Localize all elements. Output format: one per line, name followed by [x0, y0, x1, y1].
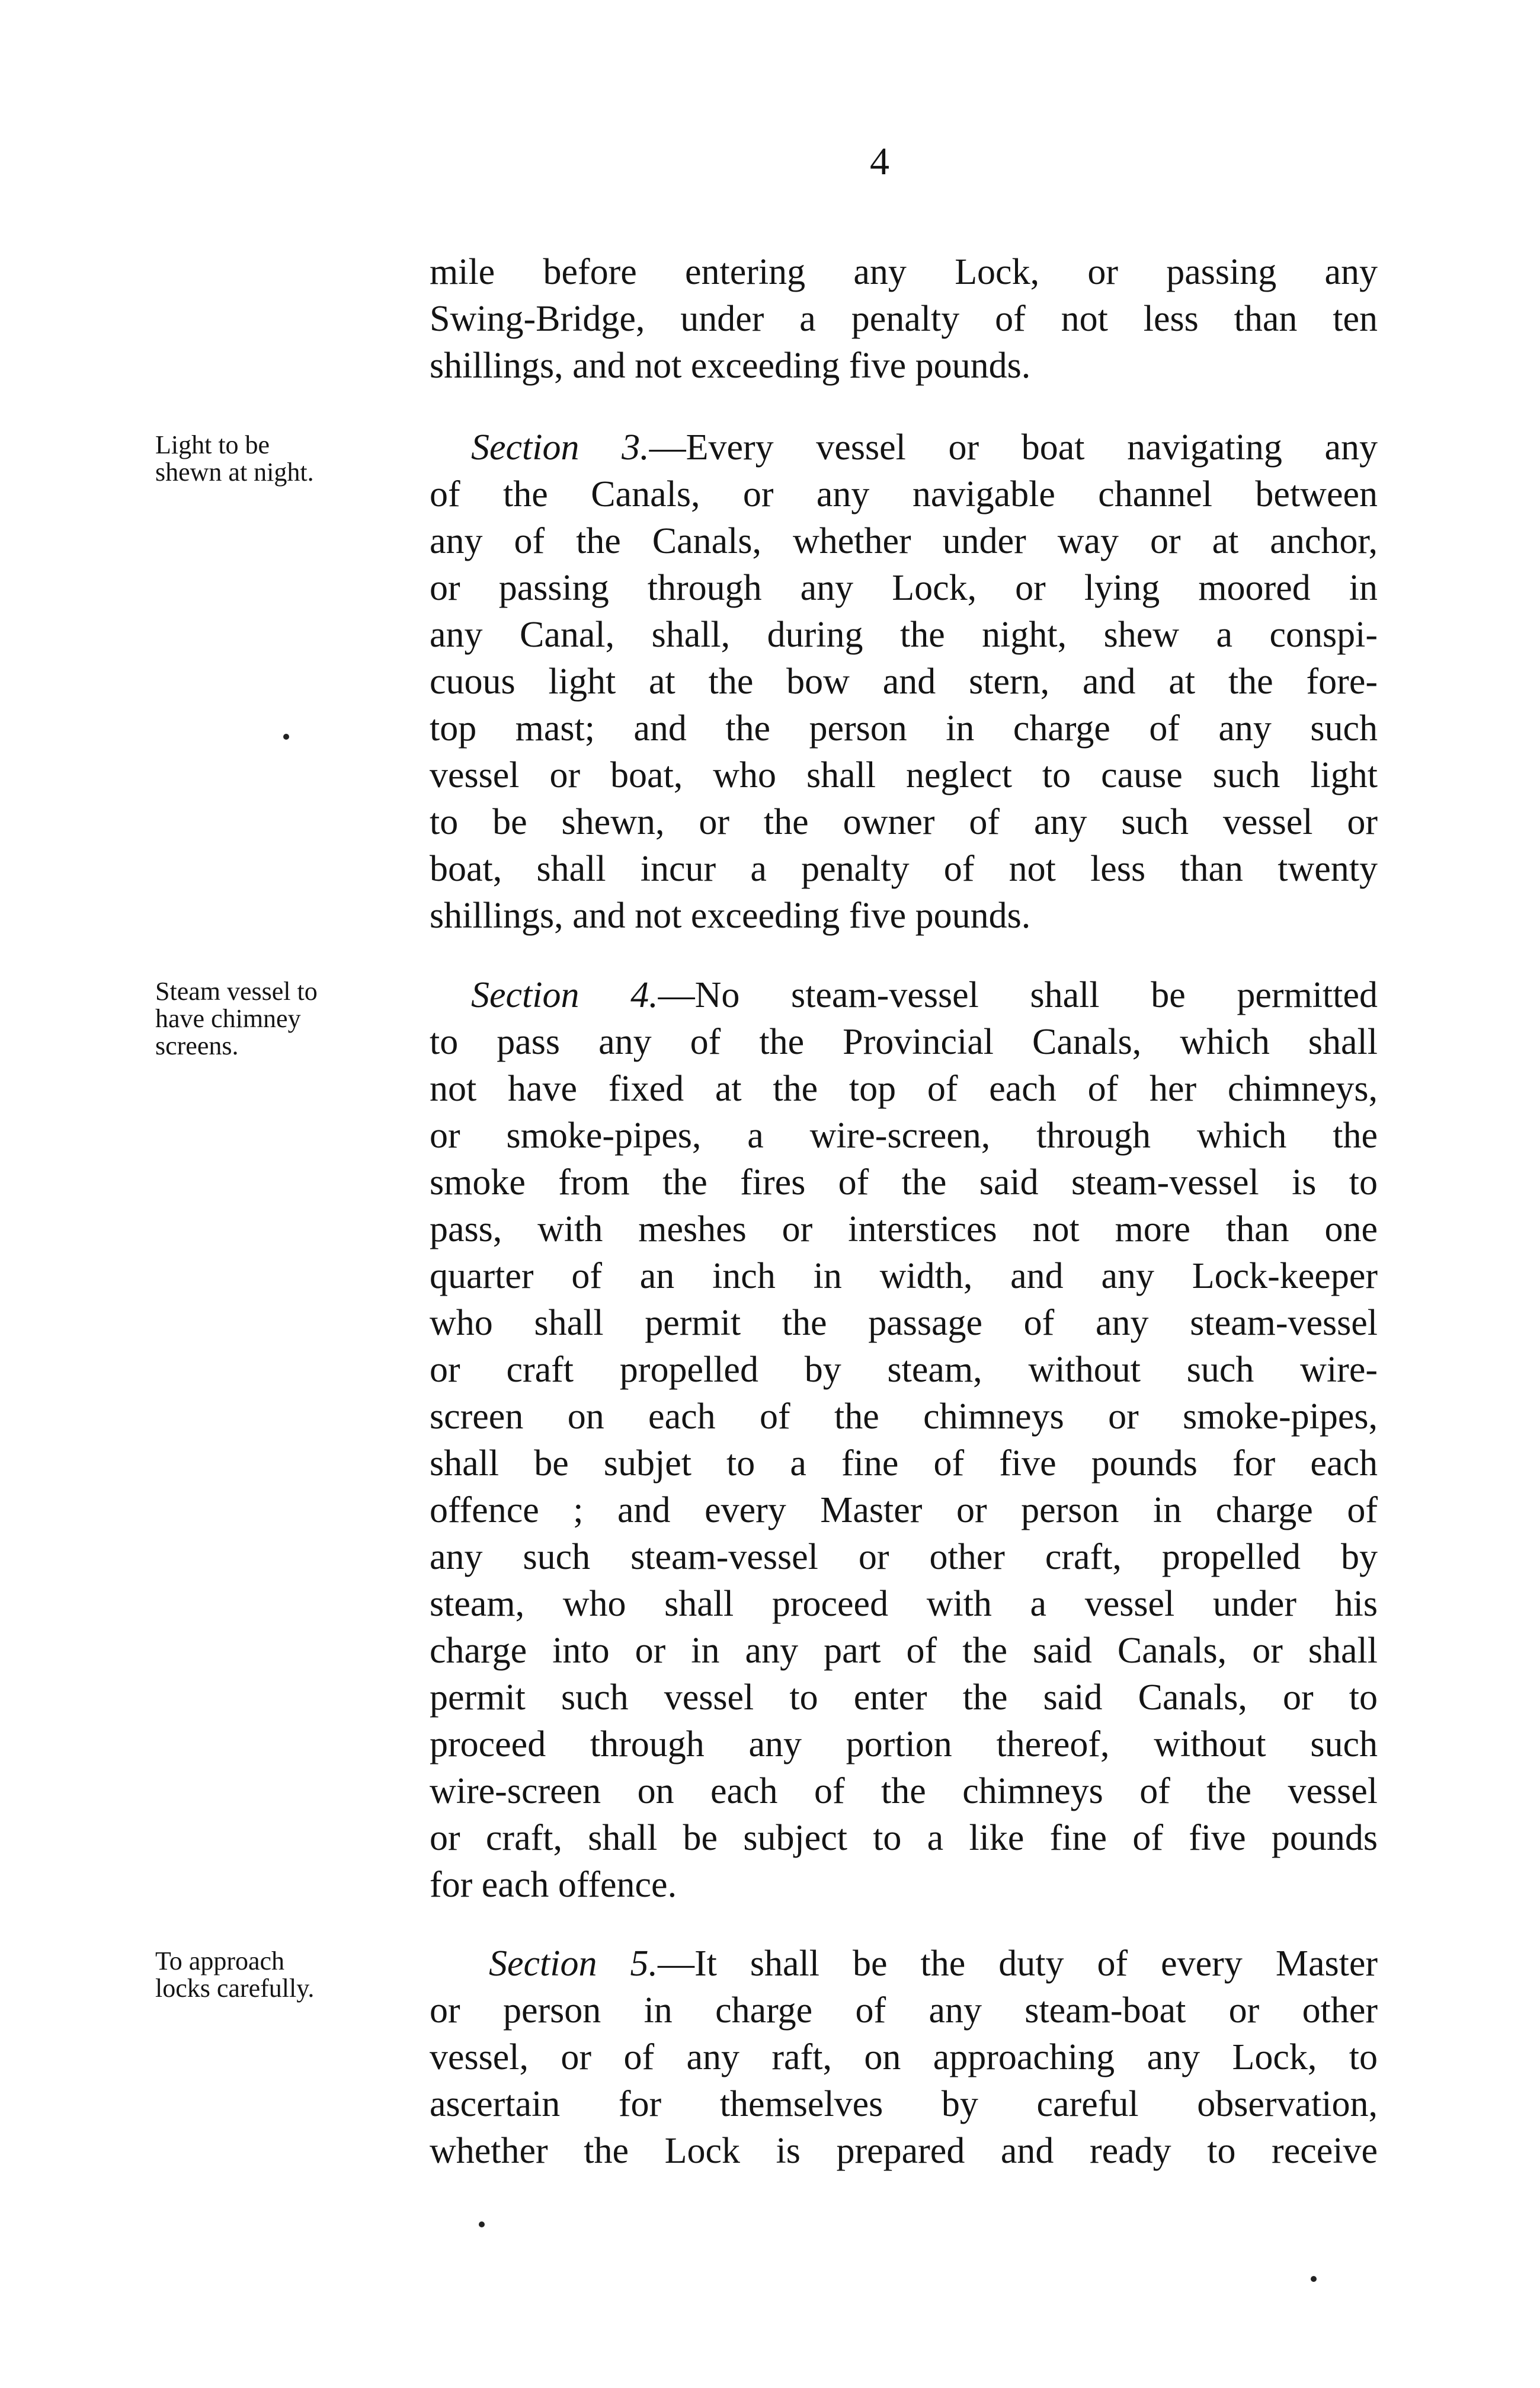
text-line: cuous light at the bow and stern, and at the fore-: [430, 661, 1378, 702]
text-line: ascertain for themselves by careful observation,: [430, 2084, 1378, 2124]
text-line: Section 4.—No steam-vessel shall be permitted: [471, 975, 1378, 1015]
text-line: any of the Canals, whether under way or at anchor,: [430, 521, 1378, 561]
margin-note-line: Light to be: [155, 430, 270, 459]
section-5-paragraph: [430, 1941, 1378, 2175]
text-line: vessel, or of any raft, on approaching any Lock, to: [430, 2037, 1378, 2077]
text-line: any Canal, shall, during the night, shew a conspi-: [430, 615, 1378, 655]
section-label: Section 4.: [471, 975, 658, 1015]
margin-note-line: Steam vessel to: [155, 977, 318, 1006]
text-line: or smoke-pipes, a wire-screen, through which the: [430, 1115, 1378, 1156]
section-label: Section 3.: [471, 427, 649, 468]
text-line: or person in charge of any steam-boat or other: [430, 1990, 1378, 2031]
text-line: any such steam-vessel or other craft, propelled by: [430, 1537, 1378, 1577]
text-line: or craft propelled by steam, without such wire-: [430, 1350, 1378, 1390]
text-line: mile before entering any Lock, or passing any: [430, 252, 1378, 292]
text-line: to be shewn, or the owner of any such vessel or: [430, 802, 1378, 842]
text-line: shall be subjet to a fine of five pounds for each: [430, 1443, 1378, 1484]
text-line: permit such vessel to enter the said Canals, or to: [430, 1677, 1378, 1718]
section-4-paragraph: [430, 972, 1378, 1909]
margin-note-line: To approach: [155, 1946, 285, 1975]
text-line: for each offence.: [430, 1865, 677, 1905]
text-line: or passing through any Lock, or lying moored in: [430, 568, 1378, 608]
text-line: Section 3.—Every vessel or boat navigating any: [471, 427, 1378, 468]
text-line: smoke from the fires of the said steam-vessel is to: [430, 1162, 1378, 1203]
text-line: shillings, and not exceeding five pounds.: [430, 896, 1031, 936]
section-label: Section 5.: [489, 1943, 658, 1984]
ink-speck: [283, 734, 289, 740]
text-line: shillings, and not exceeding five pounds.: [430, 346, 1031, 386]
text-line: proceed through any portion thereof, without such: [430, 1724, 1378, 1764]
continuation-paragraph: [430, 249, 1378, 389]
text-line: who shall permit the passage of any steam-vessel: [430, 1303, 1378, 1343]
text-line: not have fixed at the top of each of her chimneys,: [430, 1069, 1378, 1109]
text-line: charge into or in any part of the said Canals, or shall: [430, 1631, 1378, 1671]
text-line: to pass any of the Provincial Canals, which shall: [430, 1022, 1378, 1062]
margin-note-line: have chimney: [155, 1004, 301, 1033]
text-line: boat, shall incur a penalty of not less than twenty: [430, 849, 1378, 889]
text-line: top mast; and the person in charge of any such: [430, 708, 1378, 749]
section-3-paragraph: [430, 424, 1378, 939]
margin-note-line: screens.: [155, 1031, 239, 1060]
text-line: steam, who shall proceed with a vessel under his: [430, 1584, 1378, 1624]
text-line: Swing-Bridge, under a penalty of not less than ten: [430, 299, 1378, 339]
text-line: offence ; and every Master or person in charge of: [430, 1490, 1378, 1530]
text-line: quarter of an inch in width, and any Lock-keeper: [430, 1256, 1378, 1296]
text-line: screen on each of the chimneys or smoke-pipes,: [430, 1396, 1378, 1437]
margin-note-line: locks carefully.: [155, 1974, 315, 2003]
ink-speck: [479, 2221, 485, 2227]
margin-note-section-4: [155, 978, 416, 1060]
text-line: whether the Lock is prepared and ready to receive: [430, 2131, 1378, 2171]
text-line: pass, with meshes or interstices not more than one: [430, 1209, 1378, 1249]
text-line: or craft, shall be subject to a like fine of five pounds: [430, 1818, 1378, 1858]
ink-speck: [1311, 2276, 1317, 2282]
text-line: Section 5.—It shall be the duty of every Master: [489, 1943, 1378, 1984]
margin-note-line: shewn at night.: [155, 458, 314, 487]
margin-note-section-3: [155, 431, 416, 486]
text-line: of the Canals, or any navigable channel between: [430, 474, 1378, 514]
page-number: 4: [870, 140, 889, 183]
margin-note-section-5: [155, 1948, 416, 2002]
text-line: wire-screen on each of the chimneys of the vessel: [430, 1771, 1378, 1811]
text-line: vessel or boat, who shall neglect to cause such light: [430, 755, 1378, 795]
